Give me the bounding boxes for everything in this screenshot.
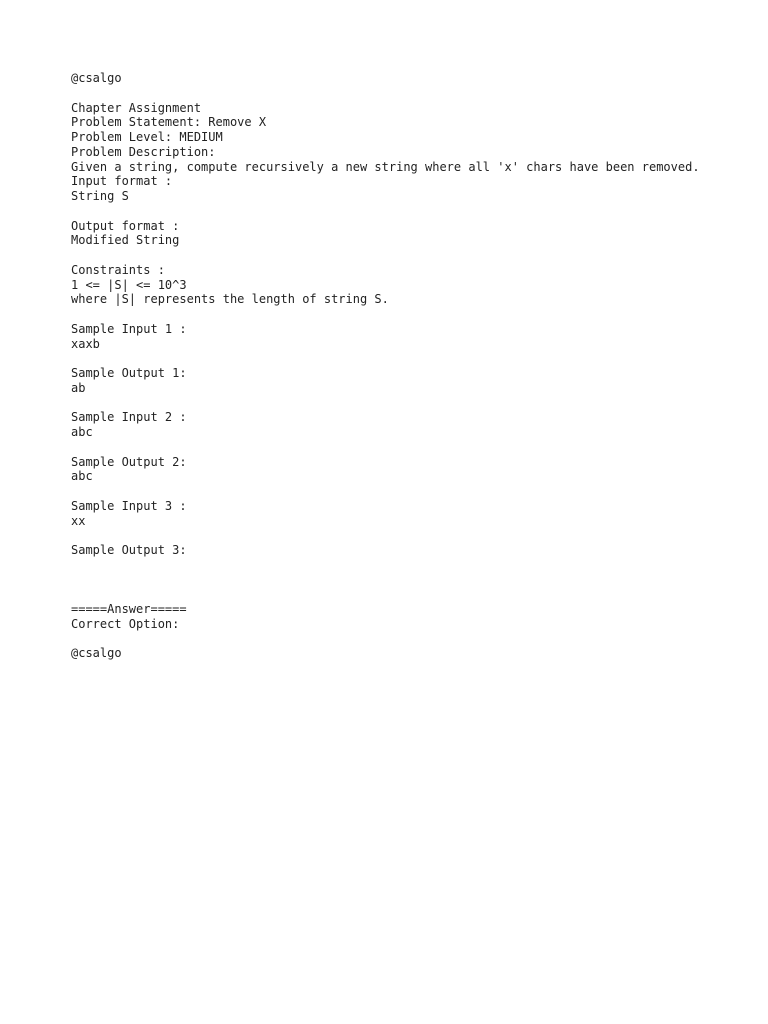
blank-line (71, 248, 721, 263)
answer-divider: =====Answer===== (71, 602, 187, 616)
problem-description: Given a string, compute recursively a new string where all 'x' chars have been removed. (71, 159, 700, 174)
blank-line (71, 396, 721, 411)
sample-output-value: ab (71, 380, 86, 395)
chapter-title: Chapter Assignment (71, 100, 202, 115)
blank-line (71, 573, 721, 588)
blank-line (71, 307, 721, 322)
problem-statement: Problem Statement: Remove X (71, 115, 267, 130)
constraint-range: 1 <= |S| <= 10^3 (71, 277, 187, 292)
input-format-label: Input format : (71, 174, 173, 189)
output-format-value: Modified String (71, 233, 180, 248)
constraint-note: where |S| represents the length of string S. (71, 292, 389, 307)
header-handle: @csalgo (71, 71, 122, 85)
sample-input-label: Sample Input 2 : (71, 410, 187, 425)
blank-line (71, 351, 721, 366)
sample-input-value: xx (71, 513, 86, 528)
sample-output-label: Sample Output 2: (71, 454, 187, 469)
output-format-label: Output format : (71, 218, 180, 233)
footer-handle: @csalgo (71, 646, 122, 661)
blank-line (71, 204, 721, 219)
blank-line (71, 484, 721, 499)
sample-output-label: Sample Output 1: (71, 366, 187, 380)
blank-line (71, 587, 721, 602)
correct-option-label: Correct Option: (71, 616, 180, 631)
sample-input-label: Sample Input 1 : (71, 321, 187, 336)
problem-level: Problem Level: MEDIUM (71, 130, 223, 144)
sample-output-value (71, 558, 721, 573)
sample-input-value: xaxb (71, 336, 100, 351)
blank-line (71, 632, 721, 647)
blank-line (71, 528, 721, 543)
sample-input-label: Sample Input 3 : (71, 498, 187, 513)
description-label: Problem Description: (71, 144, 216, 159)
constraints-label: Constraints : (71, 262, 165, 277)
sample-input-value: abc (71, 425, 93, 439)
blank-line (71, 440, 721, 455)
input-format-value: String S (71, 189, 129, 203)
blank-line (71, 86, 721, 101)
document-page (71, 71, 721, 661)
sample-output-label: Sample Output 3: (71, 543, 187, 557)
sample-output-value: abc (71, 469, 93, 484)
